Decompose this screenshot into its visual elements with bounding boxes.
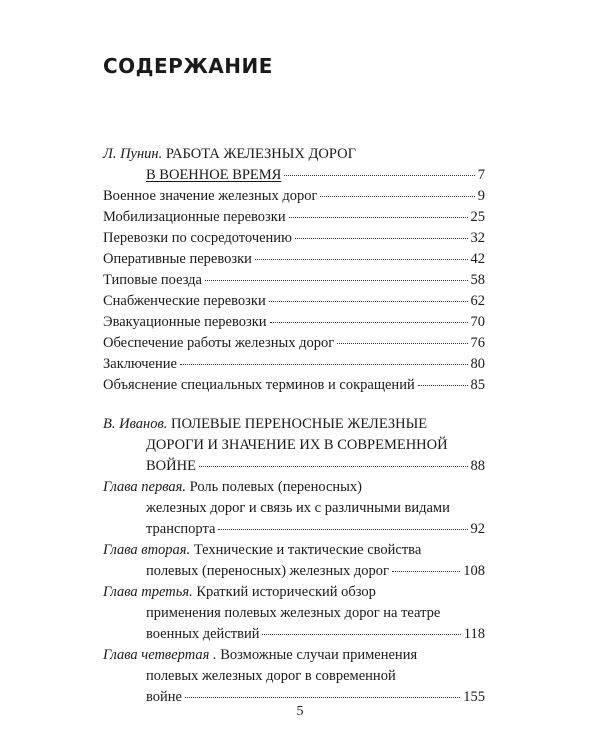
page-ref: 32 [470, 230, 485, 246]
dot-leader [284, 175, 474, 176]
page-ref: 76 [470, 335, 485, 351]
dot-leader [320, 196, 474, 197]
dot-leader [255, 259, 468, 260]
page-ref: 58 [470, 272, 485, 288]
toc-entry-text: Типовые поезда [103, 272, 202, 288]
page-number: 5 [296, 704, 304, 719]
dot-leader [270, 322, 468, 323]
section2-heading-line3 [146, 456, 485, 476]
page-ref: 7 [477, 167, 485, 183]
toc-entry-text: Военное значение железных дорог [103, 188, 318, 204]
toc-entry-text: Перевозки по сосредоточению [103, 230, 292, 246]
chapter-text: Возможные случаи применения [220, 647, 418, 663]
toc-entry [103, 207, 485, 227]
chapter-2-line2 [146, 561, 485, 581]
dot-leader [418, 385, 468, 386]
page-ref: 92 [470, 521, 485, 537]
toc-entry-text: Мобилизационные перевозки [103, 209, 286, 225]
dot-leader [218, 529, 467, 530]
section1-title-line2: В ВОЕННОЕ ВРЕМЯ [146, 167, 282, 183]
toc-entry [103, 270, 485, 290]
chapter-2-heading [103, 540, 485, 560]
section2-title-line3: ВОЙНЕ [146, 458, 196, 474]
page-ref: 62 [470, 293, 485, 309]
chapter-label: Глава первая. [103, 479, 187, 495]
toc-entry [103, 375, 485, 395]
dot-leader [295, 238, 468, 239]
dot-leader [180, 364, 468, 365]
chapter-4-heading [103, 645, 485, 665]
section1-author: Л. Пунин. [103, 146, 163, 162]
page-ref: 25 [470, 209, 485, 225]
chapter-text: войне [146, 689, 182, 705]
page-ref: 108 [463, 563, 485, 579]
chapter-text: военных действий [146, 626, 260, 642]
section2-heading-line2 [146, 435, 485, 455]
chapter-3-heading [103, 582, 485, 602]
section2-title-line1: ПОЛЕВЫЕ ПЕРЕНОСНЫЕ ЖЕЛЕЗНЫЕ [171, 416, 428, 432]
page-ref: 85 [470, 377, 485, 393]
chapter-text: железных дорог и связь их с различными видами [146, 500, 450, 516]
dot-leader [185, 697, 460, 698]
contents-title: СОДЕРЖАНИЕ [103, 54, 273, 78]
section2-author: В. Иванов. [103, 416, 168, 432]
chapter-text: полевых (переносных) железных дорог [146, 563, 389, 579]
page-ref: 118 [463, 626, 485, 642]
toc-entry-text: Объяснение специальных терминов и сокращений [103, 377, 415, 393]
section2-heading [103, 414, 485, 434]
dot-leader [199, 466, 468, 467]
chapter-text: транспорта [146, 521, 216, 537]
toc-entry [103, 228, 485, 248]
dot-leader [269, 301, 468, 302]
chapter-3-line2 [146, 603, 485, 623]
dot-leader [262, 634, 460, 635]
chapter-label: Глава четвертая . [103, 647, 217, 663]
chapter-3-line3 [146, 624, 485, 644]
dot-leader [205, 280, 468, 281]
chapter-label: Глава вторая. [103, 542, 191, 558]
page-ref: 155 [463, 689, 485, 705]
dot-leader [289, 217, 468, 218]
toc-entry [103, 312, 485, 332]
toc-entry-text: Заключение [103, 356, 177, 372]
section2-title-line2: ДОРОГИ И ЗНАЧЕНИЕ ИХ В СОВРЕМЕННОЙ [146, 437, 448, 453]
toc-entry-text: Снабженческие перевозки [103, 293, 266, 309]
section1-heading-line2 [146, 165, 485, 185]
page-ref: 42 [470, 251, 485, 267]
chapter-label: Глава третья. [103, 584, 193, 600]
section1-title-line1: РАБОТА ЖЕЛЕЗНЫХ ДОРОГ [165, 146, 356, 162]
dot-leader [392, 571, 460, 572]
page-ref: 88 [470, 458, 485, 474]
page-ref: 80 [470, 356, 485, 372]
section1-heading [103, 144, 485, 164]
chapter-1-line2 [146, 498, 485, 518]
chapter-4-line2 [146, 666, 485, 686]
toc-entry [103, 333, 485, 353]
toc-entry [103, 186, 485, 206]
page-ref: 70 [470, 314, 485, 330]
toc-entry-text: Обеспечение работы железных дорог [103, 335, 335, 351]
dot-leader [337, 343, 467, 344]
chapter-text: Роль полевых (переносных) [189, 479, 362, 495]
chapter-text: Краткий исторический обзор [196, 584, 376, 600]
chapter-text: полевых железных дорог в современной [146, 668, 396, 684]
toc-entry [103, 291, 485, 311]
toc-entry-text: Оперативные перевозки [103, 251, 252, 267]
toc-entry [103, 249, 485, 269]
page-ref: 9 [477, 188, 485, 204]
chapter-text: применения полевых железных дорог на театре [146, 605, 441, 621]
chapter-text: Технические и тактические свойства [193, 542, 422, 558]
chapter-1-heading [103, 477, 485, 497]
toc-entry [103, 354, 485, 374]
chapter-1-line3 [146, 519, 485, 539]
toc-entry-text: Эвакуационные перевозки [103, 314, 267, 330]
